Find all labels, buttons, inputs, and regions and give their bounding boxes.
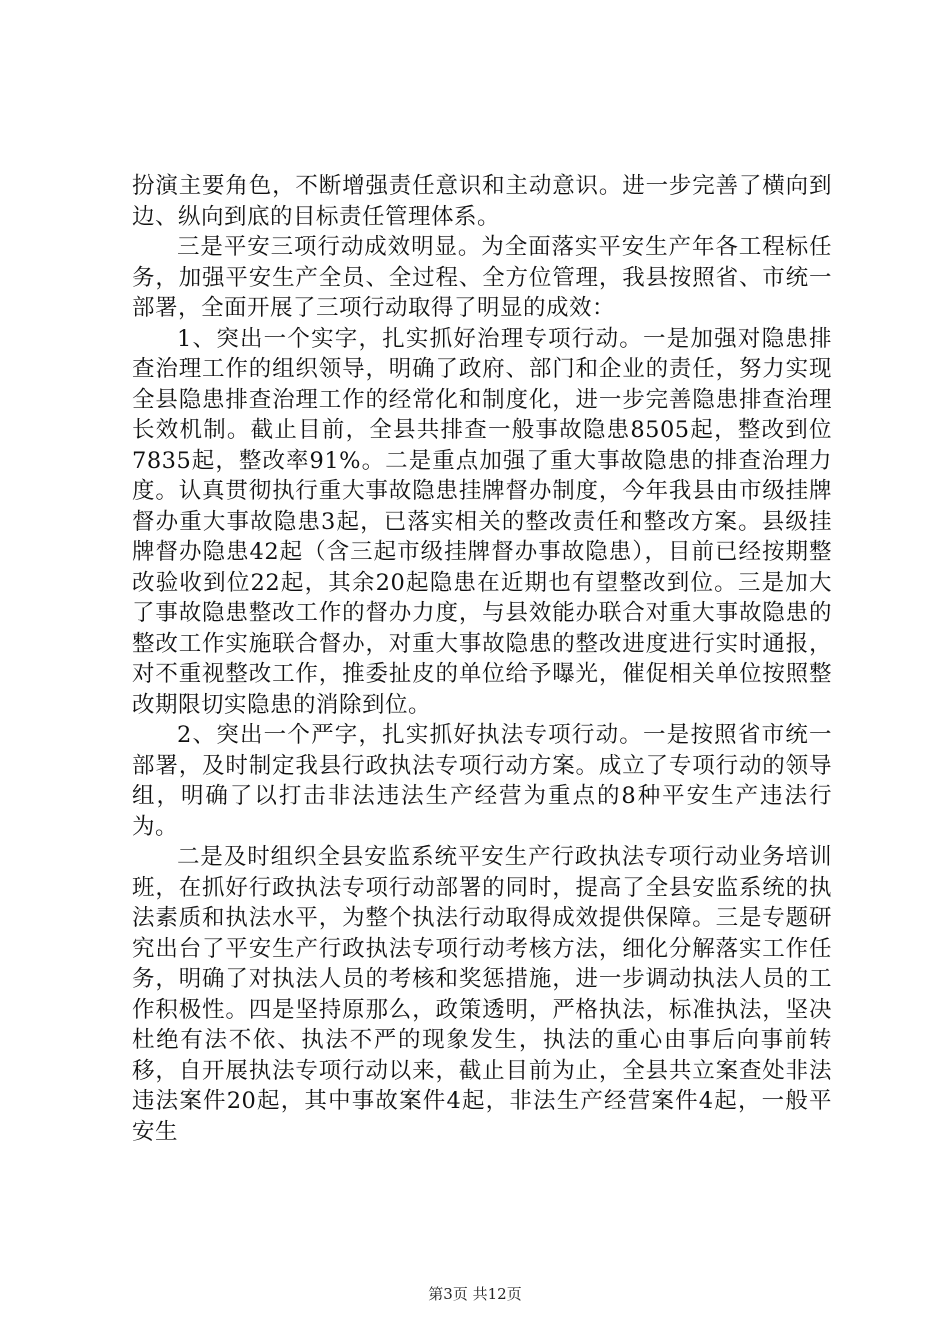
page-footer: 第3页 共12页 bbox=[428, 1285, 522, 1303]
paragraph-governance-action: 1、突出一个实字，扎实抓好治理专项行动。一是加强对隐患排查治理工作的组织领导，明确了政府、部门和企业的责任，努力实现全县隐患排查治理工作的经常化和制度化，进一步完善隐患排查治理长效机制。截止目前，全县共排查一般事故隐患8505起，整改到位7835起，整改率91%。二是重点加强了重大事故隐患的排查治理力度。认真贯彻执行重大事故隐患挂牌督办制度，今年我县由市级挂牌督办重大事故隐患3起，已落实相关的整改责任和整改方案。县级挂牌督办隐患42起（含三起市级挂牌督办事故隐患），目前已经按期整改验收到位22起，其余20起隐患在近期也有望整改到位。三是加大了事故隐患整改工作的督办力度，与县效能办联合对重大事故隐患的整改工作实施联合督办，对重大事故隐患的整改进度进行实时通报，对不重视整改工作，推委扯皮的单位给予曝光，催促相关单位按照整改期限切实隐患的消除到位。 bbox=[132, 325, 832, 718]
document-body bbox=[132, 171, 832, 1147]
paragraph-enforcement-action: 2、突出一个严字，扎实抓好执法专项行动。一是按照省市统一部署，及时制定我县行政执法专项行动方案。成立了专项行动的领导组，明确了以打击非法违法生产经营为重点的8种平安生产违法行为。 bbox=[132, 722, 832, 840]
paragraph-continuation: 扮演主要角色，不断增强责任意识和主动意识。进一步完善了横向到边、纵向到底的目标责任管理体系。 bbox=[132, 173, 832, 230]
paragraph-three-actions: 三是平安三项行动成效明显。为全面落实平安生产年各工程标任务，加强平安生产全员、全过程、全方位管理，我县按照省、市统一部署，全面开展了三项行动取得了明显的成效： bbox=[132, 234, 832, 321]
paragraph-enforcement-details: 二是及时组织全县安监系统平安生产行政执法专项行动业务培训班，在抓好行政执法专项行动部署的同时，提高了全县安监系统的执法素质和执法水平，为整个执法行动取得成效提供保障。三是专题研究出台了平安生产行政执法专项行动考核方法，细化分解落实工作任务，明确了对执法人员的考核和奖惩措施，进一步调动执法人员的工作积极性。四是坚持原那么，政策透明，严格执法，标准执法，坚决杜绝有法不依、执法不严的现象发生，执法的重心由事后向事前转移，自开展执法专项行动以来，截止目前为止，全县共立案查处非法违法案件20起，其中事故案件4起，非法生产经营案件4起，一般平安生 bbox=[132, 844, 832, 1145]
